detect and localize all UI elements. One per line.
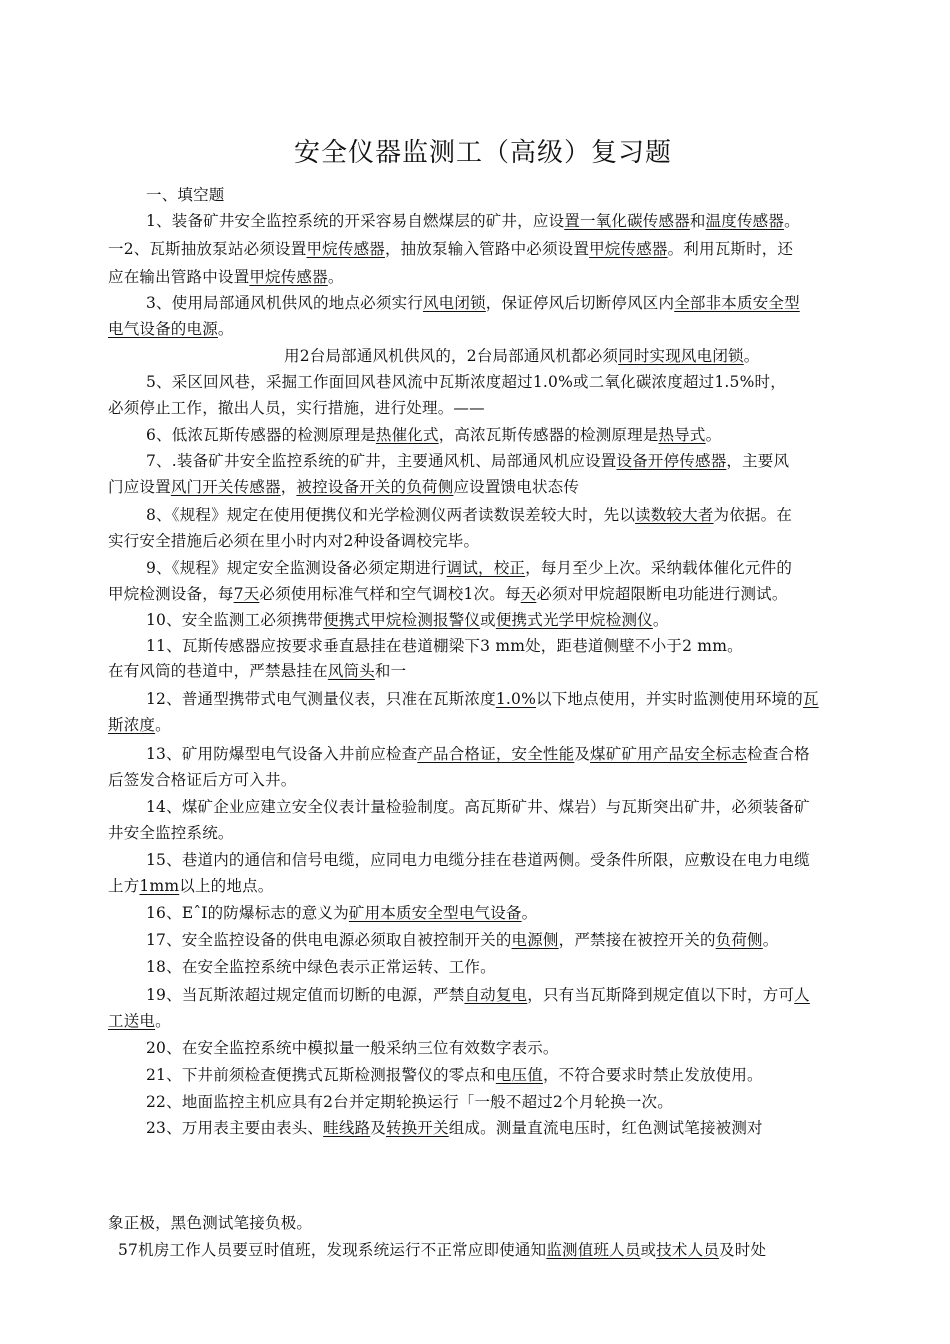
- text-line: [146, 371, 786, 393]
- answer-blank: 同时实现风电闭锁: [618, 347, 744, 365]
- text-line: [108, 1212, 312, 1234]
- text-line: [146, 1037, 559, 1059]
- text-line: [146, 849, 810, 871]
- text-line: [146, 424, 721, 446]
- text-segment: ，不符合要求时禁止发放使用。: [542, 1066, 763, 1084]
- answer-blank: 置一氧化碳传感器: [564, 212, 690, 230]
- text-segment: 11、瓦斯传感器应按要求垂直悬挂在巷道棚梁下3 mm处，距巷道侧壁不小于2 mm。: [146, 637, 743, 655]
- answer-blank: 甲烷传感器: [249, 268, 328, 286]
- text-segment: 20、在安全监控系统中模拟量一般采纳三位有效数字表示。: [146, 1039, 559, 1057]
- text-line: [146, 210, 800, 232]
- text-line: [118, 1239, 766, 1261]
- text-line: [146, 635, 743, 657]
- text-segment: 。: [652, 611, 669, 629]
- text-line: [284, 345, 759, 367]
- text-segment: 和一: [374, 662, 407, 680]
- text-segment: 以上的地点。: [179, 877, 274, 895]
- text-segment: 。: [521, 904, 538, 922]
- text-segment: 8、《规程》规定在使用便携仪和光学检测仪两者读数误差较大时，先以: [146, 506, 636, 524]
- text-segment: 7、.装备矿井安全监控系统的矿井，主要通风机、局部通风机应设置: [146, 452, 617, 470]
- answer-blank: 读数较大者: [635, 506, 714, 524]
- answer-blank: 矿用本质安全型电气设备: [348, 904, 522, 922]
- text-segment: 必须停止工作，撤出人员，实行措施，进行处理。——: [108, 399, 485, 417]
- text-line: [108, 769, 296, 791]
- text-segment: ，保证停风后切断停风区内: [485, 294, 675, 312]
- document-title: 安全仪器监测工（高级）复习题: [293, 138, 672, 168]
- text-segment: ，每月至少上次。采纳载体催化元件的: [525, 559, 793, 577]
- text-segment: 9、《规程》规定安全监测设备必须定期进行: [146, 559, 447, 577]
- answer-blank: 热催化式: [375, 426, 439, 444]
- text-segment: 或: [640, 1241, 657, 1259]
- text-line: [146, 956, 496, 978]
- text-segment: 上方: [108, 877, 140, 895]
- answer-blank: 监测值班人员: [546, 1241, 641, 1259]
- text-segment: 象正极，黑色测试笔接负极。: [108, 1214, 313, 1232]
- text-line: [108, 318, 234, 340]
- answer-blank: 电压值: [495, 1066, 543, 1084]
- answer-blank: 7天: [233, 585, 260, 603]
- text-segment: ，: [280, 478, 297, 496]
- text-segment: 23、万用表主要由表头、: [146, 1119, 324, 1137]
- answer-blank: 电气设备的电源: [108, 320, 218, 338]
- text-line: [108, 238, 793, 260]
- text-line: [108, 714, 171, 736]
- text-segment: 16、EˆI的防爆标志的意义为: [146, 904, 349, 922]
- text-segment: 实行安全措施后必须在里小时内对2种设备调校完毕。: [108, 532, 480, 550]
- text-segment: 。: [784, 212, 800, 230]
- answer-blank: 畦线路: [323, 1119, 371, 1137]
- text-line: [108, 660, 406, 682]
- text-line: [146, 688, 819, 710]
- answer-blank: 斯浓度: [108, 716, 156, 734]
- answer-blank: 便携式光学甲烷检测仪: [495, 611, 653, 629]
- text-segment: 19、当瓦斯浓超过规定值而切断的电源，严禁: [146, 986, 465, 1004]
- text-segment: 15、巷道内的通信和信号电缆，应同电力电缆分挂在巷道两侧。受条件所限，应敷设在电力电缆: [146, 851, 810, 869]
- text-segment: 1、装备矿井安全监控系统的开采容易自燃煤层的矿井，应设: [146, 212, 565, 230]
- text-segment: 。: [705, 426, 722, 444]
- text-line: [146, 292, 800, 314]
- text-segment: 应设置馈电状态传: [453, 478, 580, 496]
- answer-blank: 设备开停传感器: [616, 452, 727, 470]
- text-line: [108, 822, 234, 844]
- text-segment: 必须对甲烷超限断电功能进行测试。: [536, 585, 788, 603]
- text-segment: 及: [574, 745, 591, 763]
- answer-blank: 产品合格证，安全性能: [417, 745, 575, 763]
- text-line: [108, 583, 788, 605]
- text-segment: 为依据。在: [713, 506, 793, 524]
- answer-blank: 便携式甲烷检测报警仪: [323, 611, 481, 629]
- text-segment: 井安全监控系统。: [108, 824, 234, 842]
- answer-blank: 1.0%: [495, 690, 537, 708]
- text-segment: 。: [155, 1012, 171, 1030]
- text-line: [108, 875, 273, 897]
- text-segment: 及时处: [719, 1241, 767, 1259]
- text-segment: 组成。测量直流电压时，红色测试笔接被测对: [448, 1119, 763, 1137]
- text-segment: ，高浓瓦斯传感器的检测原理是: [438, 426, 659, 444]
- answer-blank: 自动复电: [464, 986, 528, 1004]
- text-segment: ，严禁接在被控开关的: [558, 931, 716, 949]
- text-line: [146, 609, 669, 631]
- text-line: [108, 1010, 171, 1032]
- text-segment: 18、在安全监控系统中绿色表示正常运转、工作。: [146, 958, 496, 976]
- text-segment: 和: [689, 212, 706, 230]
- answer-blank: 天: [520, 585, 537, 603]
- answer-blank: 瓦: [802, 690, 819, 708]
- text-segment: 3、使用局部通风机供风的地点必须实行: [146, 294, 423, 312]
- text-segment: ，抽放泵输入管路中必须设置: [384, 240, 590, 258]
- text-segment: 应在输出管路中设置: [108, 268, 250, 286]
- text-segment: 17、安全监控设备的供电电源必须取自被控制开关的: [146, 931, 512, 949]
- answer-blank: 负荷侧: [715, 931, 763, 949]
- text-line: [146, 1091, 673, 1113]
- answer-blank: 煤矿矿用产品安全标志: [590, 745, 748, 763]
- text-line: [108, 266, 344, 288]
- answer-blank: 人: [794, 986, 810, 1004]
- text-segment: 14、煤矿企业应建立安全仪表计量检验制度。高瓦斯矿井、煤岩）与瓦斯突出矿井，必须装备矿: [146, 798, 810, 816]
- answer-blank: 工送电: [108, 1012, 156, 1030]
- text-line: [146, 929, 778, 951]
- text-line: [146, 743, 810, 765]
- text-segment: 后签发合格证后方可入井。: [108, 771, 297, 789]
- text-segment: 。: [155, 716, 171, 734]
- answer-blank: 温度传感器: [705, 212, 785, 230]
- text-line: [146, 450, 789, 472]
- text-line: [146, 902, 537, 924]
- text-segment: 以下地点使用，并实时监测使用环境的: [536, 690, 803, 708]
- text-segment: 及: [370, 1119, 386, 1137]
- text-line: [146, 557, 792, 579]
- answer-blank: 被控设备开关的负荷侧: [296, 478, 454, 496]
- answer-blank: 全部非本质安全型: [674, 294, 800, 312]
- answer-blank: 电源侧: [511, 931, 559, 949]
- text-segment: 。: [743, 347, 760, 365]
- text-segment: 10、安全监测工必须携带: [146, 611, 324, 629]
- text-line: [146, 1117, 763, 1139]
- answer-blank: 风筒头: [327, 662, 375, 680]
- answer-blank: 风门开关传感器: [170, 478, 281, 496]
- text-segment: 22、地面监控主机应具有2台并定期轮换运行「一般不超过2个月轮换一次。: [146, 1093, 673, 1111]
- text-segment: 门应设置: [108, 478, 171, 496]
- text-segment: 。: [217, 320, 234, 338]
- text-segment: 。: [327, 268, 344, 286]
- text-line: [108, 397, 485, 419]
- text-line: [146, 796, 810, 818]
- text-segment: 。利用瓦斯时，还: [667, 240, 794, 258]
- text-segment: 必须使用标准气样和空气调校1次。每: [259, 585, 521, 603]
- text-segment: 或: [480, 611, 496, 629]
- text-line: [108, 530, 479, 552]
- text-segment: 12、普通型携带式电气测量仪表，只准在瓦斯浓度: [146, 690, 496, 708]
- text-segment: 甲烷检测设备，每: [108, 585, 234, 603]
- text-segment: ，只有当瓦斯降到规定值以下时，方可: [527, 986, 795, 1004]
- text-line: [108, 476, 579, 498]
- text-line: [146, 1064, 763, 1086]
- text-line: [146, 504, 792, 526]
- text-segment: 在有风筒的巷道中，严禁悬挂在: [108, 662, 328, 680]
- text-segment: 5、采区回风巷，采掘工作面回风巷风流中瓦斯浓度超过1.0%或二氧化碳浓度超过1.5%时，: [146, 373, 786, 391]
- answer-blank: 风电闭锁: [422, 294, 486, 312]
- text-line: [146, 984, 810, 1006]
- answer-blank: 甲烷传感器: [589, 240, 668, 258]
- text-segment: 用2台局部通风机供风的，2台局部通风机都必须: [284, 347, 619, 365]
- answer-blank: 热导式: [658, 426, 706, 444]
- text-segment: 6、低浓瓦斯传感器的检测原理是: [146, 426, 376, 444]
- text-segment: ，主要风: [726, 452, 790, 470]
- answer-blank: 调试，校正: [446, 559, 526, 577]
- answer-blank: 转换开关: [385, 1119, 449, 1137]
- text-segment: 一2、瓦斯抽放泵站必须设置: [108, 240, 307, 258]
- text-segment: 57机房工作人员要豆时值班，发现系统运行不正常应即使通知: [118, 1241, 547, 1259]
- text-segment: 。: [762, 931, 779, 949]
- answer-blank: 1mm: [139, 877, 180, 895]
- answer-blank: 技术人员: [656, 1241, 720, 1259]
- section-heading: 一、填空题: [146, 186, 225, 204]
- text-segment: 检查合格: [747, 745, 810, 763]
- text-segment: 21、下井前须检查便携式瓦斯检测报警仪的零点和: [146, 1066, 496, 1084]
- answer-blank: 甲烷传感器: [306, 240, 385, 258]
- text-segment: 13、矿用防爆型电气设备入井前应检查: [146, 745, 418, 763]
